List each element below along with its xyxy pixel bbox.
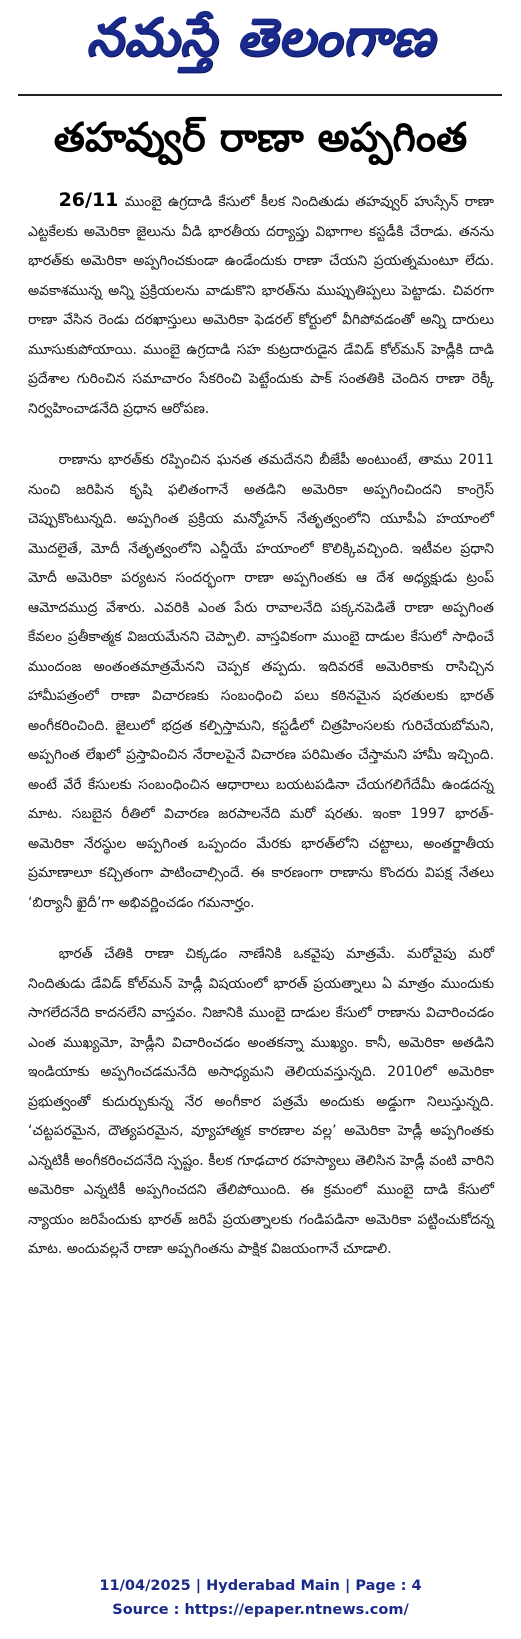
headline-divider — [18, 94, 502, 96]
lead-marker: 26/11 — [58, 189, 119, 211]
article-paragraph-3: భారత్ చేతికి రాణా చిక్కడం నాణేనికి ఒకవైపు మాత్రమే. మరోవైపు మరో నిందితుడు డేవిడ్ కోల్‌మన్ హెడ్లీ విషయంలో భారత్ ప్రయత్నాలు ఏ మాత్రం ముందుకు సాగలేదనేది కాదనలేని వాస్తవం. నిజానికి ముంబై దాడుల కేసులో రాణాను విచారించడం ఎంత ముఖ్యమో, హెడ్లీని విచారించడం అంతకన్నా ముఖ్యం. కానీ, అమెరికా అతడిని ఇండియాకు అప్పగించడమనేది అసాధ్యమని తెలియవస్తున్నది. 2010లో అమెరికా ప్రభుత్వంతో కుదుర్చుకున్న నేర అంగీకార పత్రమే అందుకు అడ్డుగా నిలుస్తున్నది. ‘చట్టపరమైన, దౌత్యపరమైన, వ్యూహాత్మక కారణాల వల్ల’ అమెరికా హెడ్లీ అప్పగింతకు ఎన్నటికీ అంగీకరించదనేది స్పష్టం. కీలక గూఢచార రహస్యాలు తెలిసిన హెడ్లీ వంటి వారిని అమెరికా ఎన్నటికీ అప్పగించదని తేలిపోయింది. ఈ క్రమంలో ముంబై దాడి కేసులో న్యాయం జరిపేందుకు భారత్ జరిపే ప్రయత్నాలకు గండిపడినా అమెరికా పట్టించుకోదన్న మాట. అందువల్లనే రాణా అప్పగింతను పాక్షిక విజయంగానే చూడాలి. — [28, 946, 494, 1257]
article-body — [28, 186, 494, 1287]
masthead — [0, 0, 521, 86]
paragraph-1-text: ముంబై ఉగ్రదాడి కేసులో కీలక నిందితుడు తహవ్వుర్ హుస్సేన్ రాణా ఎట్టకేలకు అమెరికా జైలును వీడి భారతీయ దర్యాప్తు విభాగాల కస్టడీకి చేరాడు. తనను భారత్‌కు అమెరికా అప్పగించకుండా ఉండేందుకు రాణా చేయని ప్రయత్నమంటూ లేదు. అవకాశమున్న అన్ని ప్రక్రియలను వాడుకొని భారత్‌ను ముప్పుతిప్పలు పెట్టాడు. చివరగా రాణా వేసిన రెండు దరఖాస్తులు అమెరికా ఫెడరల్ కోర్టులో వీగిపోవడంతో అన్ని దారులు మూసుకుపోయాయి. ముంబై ఉగ్రదాడి సహ కుట్రదారుడైన డేవిడ్ కోల్‌మన్ హెడ్లీకి దాడి ప్రదేశాల గురించిన సమాచారం సేకరించి పెట్టేందుకు పాక్ సంతతికి చెందిన రాణా రెక్కీ నిర్వహించాడనేది ప్రధాన ఆరోపణ. — [28, 194, 494, 417]
masthead-logo: నమస్తే తెలంగాణ — [86, 8, 435, 68]
article-headline: తహవ్వుర్ రాణా అప్పగింత — [53, 115, 468, 161]
article-paragraph-2: రాణాను భారత్‌కు రప్పించిన ఘనత తమదేనని బీజేపీ అంటుంటే, తాము 2011 నుంచి జరిపిన కృషి ఫలితంగానే అతడిని అమెరికా అప్పగించిందని కాంగ్రెస్ చెప్పుకొంటున్నది. అప్పగింత ప్రక్రియ మన్మోహన్ నేతృత్వంలోని యూపీఏ హయాంలో మొదలైతే, మోదీ నేతృత్వంలోని ఎన్డీయే హయాంలో కొలిక్కివచ్చింది. ఇటీవల ప్రధాని మోదీ అమెరికా పర్యటన సందర్భంగా రాణా అప్పగింతకు ఆ దేశ అధ్యక్షుడు ట్రంప్ ఆమోదముద్ర వేశారు. ఎవరికి ఎంత పేరు రావాలనేది పక్కనపెడితే రాణా అప్పగింత కేవలం ప్రతీకాత్మక విజయమేనని చెప్పాలి. వాస్తవికంగా ముంబై దాడుల కేసులో సాధించే ముందంజ అంతంతమాత్రమేనని చెప్పక తప్పదు. ఇదివరకే అమెరికాకు రాసిచ్చిన హామీపత్రంలో రాణా విచారణకు సంబంధించి పలు కఠినమైన షరతులకు భారత్ అంగీకరించింది. జైలులో భద్రత కల్పిస్తామని, కస్టడీలో చిత్రహింసలకు గురిచేయబోమని, అప్పగింత లేఖలో ప్రస్తావించిన నేరాలపైనే విచారణ పరిమితం చేస్తామని హామీ ఇచ్చింది. అంటే వేరే కేసులకు సంబంధించిన ఆధారాలు బయటపడినా చేయగలిగేదేమీ ఉండదన్న మాట. సబబైన రీతిలో విచారణ జరపాలనేది మరో షరతు. ఇంకా 1997 భారత్-అమెరికా నేరస్థుల అప్పగింత ఒప్పందం మేరకు భారత్‌లోని చట్టాలు, అంతర్జాతీయ ప్రమాణాలూ కచ్చితంగా పాటించాల్సిందే. ఈ కారణంగా రాణాను కొందరు విపక్ష నేతలు ‘బిర్యానీ ఖైదీ’గా అభివర్ణించడం గమనార్హం. — [28, 452, 494, 911]
article-paragraph-1 — [28, 186, 494, 424]
page-footer — [0, 1574, 521, 1622]
source-link[interactable]: Source : https://epaper.ntnews.com/ — [112, 1602, 409, 1618]
edition-info: 11/04/2025 | Hyderabad Main | Page : 4 — [99, 1578, 422, 1594]
